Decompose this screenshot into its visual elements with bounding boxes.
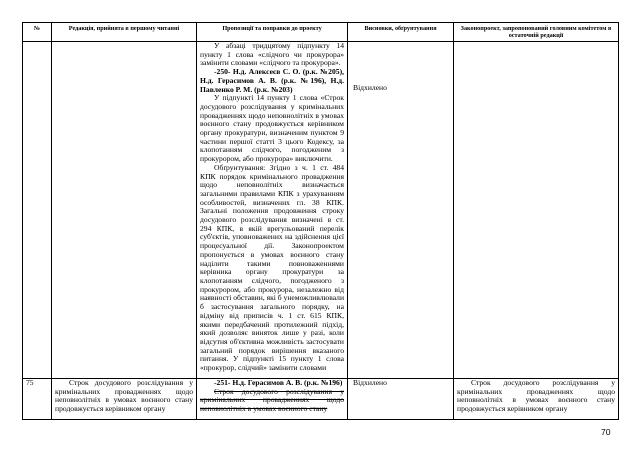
cell-conclusion [348,379,454,420]
page-number: 70 [601,427,611,437]
header-final-text: Законопроект, запропонований головним комітетом в остаточній редакції [454,23,619,42]
comparative-table [22,22,619,420]
header-number: № [23,23,52,42]
header-first-reading: Редакція, прийнята в першому читанні [52,23,197,42]
cell-first-reading [52,42,197,379]
amendment-paragraph: У підпункті 14 пункту 1 слова «Строк досудового розслідування у кримінальних провадженнях щодо неповнолітніх в умовах воєнного стану продовжується керівником органу прокуратури, визначеним пунктом 9 частини першої статті 3 цього Кодексу, за клопотанням слідчого, погодженим з прокурором, або прокурора» виключити. [200,93,344,164]
cell-final-text [454,379,619,420]
conclusion-text: Відхилено [353,83,387,92]
table-row [23,379,619,420]
final-text: Строк досудового розслідування у кримінальних провадженнях щодо неповнолітніх в умовах воєнного стану продовжується керівником органу [457,378,615,414]
amendment-author: -251- Н.д. Герасимов А. В. (р.к. №196) [214,378,343,387]
cell-first-reading [52,379,197,420]
row-number: 75 [23,379,52,420]
header-proposals: Пропозиції та поправки до проекту [197,23,348,42]
amendment-paragraph: У абзаці тридцятому підпункту 14 пункту 1 слова «слідчого чи прокурора» замінити словами «слідчого та прокурора». [200,41,344,68]
cell-proposals [197,379,348,420]
table-row [23,42,619,379]
cell-final-text [454,42,619,379]
cell-conclusion [348,42,454,379]
conclusion-text: Відхилено [353,378,387,387]
amendment-author: -250- Н.д. Алексеєв С. О. (р.к. №205), Н.д. Герасимов А. В. (р.к. №196), Н.д. Павленко Р. М. (р.к. №203) [200,67,344,94]
struck-text: Строк досудового розслідування у кримінальних провадженнях щодо неповнолітніх в умовах воєнного стану [200,386,344,414]
cell-number [23,42,52,379]
header-conclusions: Висновки, обґрунтування [348,23,454,42]
table-header-row [23,23,619,42]
cell-proposals [197,42,348,379]
amendment-justification: Обґрунтування: Згідно з ч. 1 ст. 484 КПК порядок кримінального провадження щодо неповнолітніх визначається загальними правилами КПК з урахуванням особливостей, визначених гл. 38 КПК. Загальні положення продовження строку досудового розслідування визначені в ст. 294 КПК, в якій врегульований перелік суб'єктів, уповноважених на здійснення цієї процесуальної дії. Законопроектом пропонується в умовах воєнного стану наділити такими повноваженнями керівника органу прокуратури за клопотанням слідчого, погодженого з прокурором, або прокурора, незалежно від наявності обставин, які б унеможливлювали б застосування загального порядку, на відміну від приписів ч. 1 ст. 615 КПК, якими передбачений протилежний підхід, який дозволяє виняток лише у разі, коли відсутня об'єктивна можливість застосувати загальний порядок вирішення вказаного питання. У підпункті 15 пункту 1 слова «прокурор, слідчий» замінити словами [200,162,345,373]
first-reading-text: Строк досудового розслідування у кримінальних провадженнях щодо неповнолітніх в умовах воєнного стану продовжується керівником органу [55,378,193,414]
